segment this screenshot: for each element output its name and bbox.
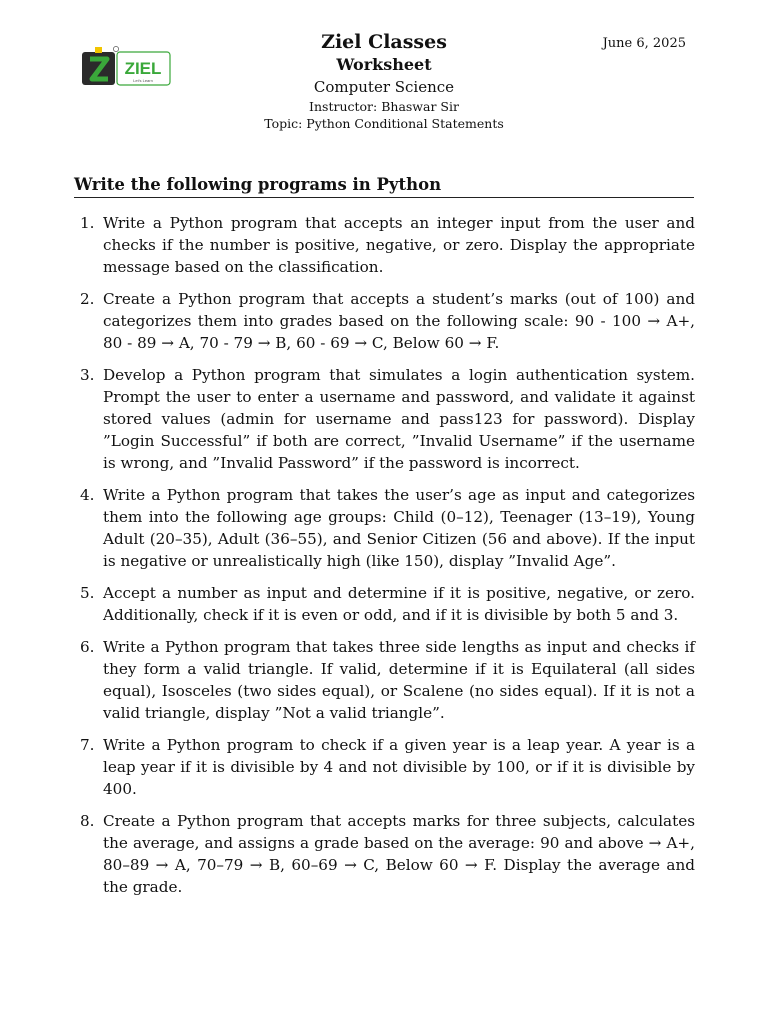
question-number: 6. [80,638,95,656]
question-number: 8. [80,812,95,830]
question-item [74,636,695,724]
question-number: 4. [80,486,95,504]
question-text: Create a Python program that accepts a student’s marks (out of 100) and categorizes them into grades based on the following scale: 90 - 100 → A+, 80 - 89 → A, 70 - 79 → B, 60 - 69 → C, Below 60 → F. [103,290,695,352]
question-list [74,212,695,908]
question-item [74,484,695,572]
topic-label: Topic: Python Conditional Statements [264,116,504,131]
question-text: Develop a Python program that simulates a login authentication system. Prompt the user to enter a username and password, and validate it against stored values (admin for username and pass123 for password). Display ”Login Successful” if both are correct, ”Invalid Username” if the username is wrong, and ”Invalid Password” if the password is incorrect. [103,366,695,472]
worksheet-title: Worksheet [336,55,432,74]
logo-tagline: Let's Learn [133,78,153,83]
question-number: 1. [80,214,95,232]
question-text: Accept a number as input and determine if it is positive, negative, or zero. Additionally, check if it is even or odd, and if it is divisible by both 5 and 3. [103,584,695,624]
question-text: Write a Python program to check if a given year is a leap year. A year is a leap year if it is divisible by 4 and not divisible by 100, or if it is divisible by 400. [103,736,695,798]
question-text: Write a Python program that takes the user’s age as input and categorizes them into the following age groups: Child (0–12), Teenager (13–19), Young Adult (20–35), Adult (36–55), and Senior Citizen (56 and above). If the input is negative or unrealistically high (like 150), display ”Invalid Age”. [103,486,695,570]
subject-label: Computer Science [313,78,455,96]
question-item [74,582,695,626]
section-heading: Write the following programs in Python [74,174,694,198]
question-text: Write a Python program that takes three side lengths as input and checks if they form a valid triangle. If valid, determine if it is Equilateral (all sides equal), Isosceles (two sides equal), or Scalene (no sides equal). If it is not a valid triangle, display ”Not a valid triangle”. [103,638,695,722]
question-number: 5. [80,584,95,602]
question-number: 2. [80,290,95,308]
question-item [74,288,695,354]
question-number: 3. [80,366,95,384]
question-text: Create a Python program that accepts marks for three subjects, calculates the average, and assigns a grade based on the average: 90 and above → A+, 80–89 → A, 70–79 → B, 60–69 → C, Below 60 → F. Display the average and the grade. [103,812,695,896]
question-item [74,810,695,898]
question-number: 7. [80,736,95,754]
brand-title: Ziel Classes [321,31,447,53]
question-item [74,734,695,800]
question-text: Write a Python program that accepts an integer input from the user and checks if the number is positive, negative, or zero. Display the appropriate message based on the classification. [103,214,695,276]
question-item [74,212,695,278]
document-date: June 6, 2025 [602,36,686,51]
logo-text: ZIEL [124,59,162,78]
question-item [74,364,695,474]
instructor-label: Instructor: Bhaswar Sir [309,99,459,114]
